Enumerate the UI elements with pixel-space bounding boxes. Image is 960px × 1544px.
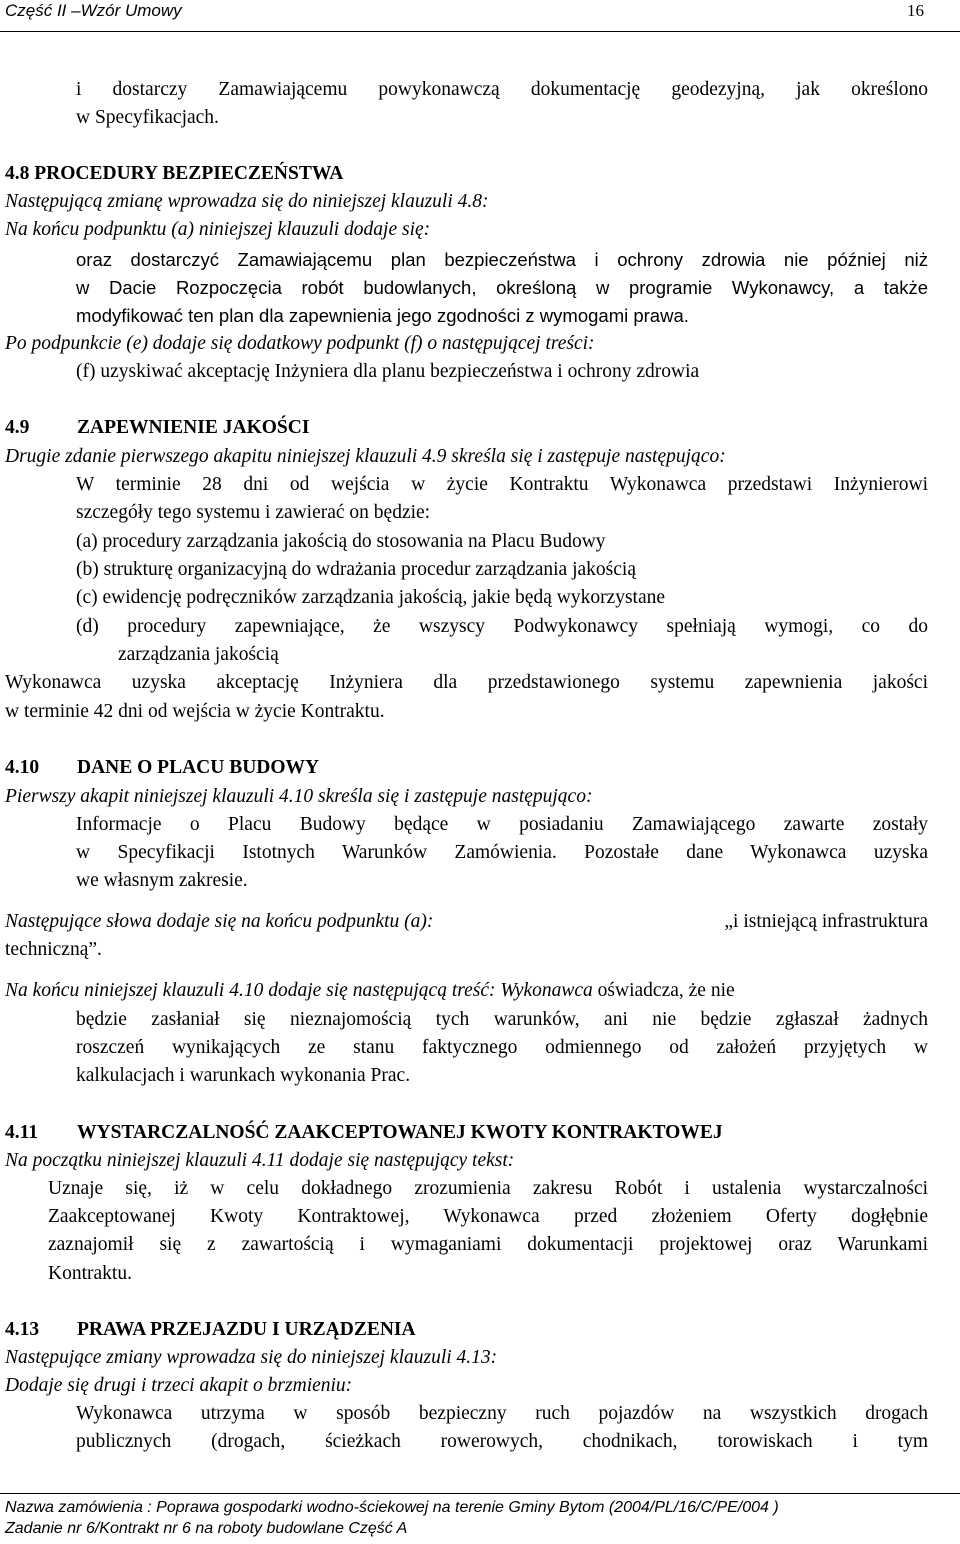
list-item-b: (b) strukturę organizacyjną do wdrażania procedur zarządzania jakością — [76, 559, 636, 580]
amendment-intro: Dodaje się drugi i trzeci akapit o brzmieniu: — [5, 1375, 353, 1396]
paragraph-line: i dostarczy Zamawiającemu powykonawczą dokumentację geodezyjną, jak określono — [76, 79, 928, 100]
list-item-a: (a) procedury zarządzania jakością do stosowania na Placu Budowy — [76, 531, 606, 552]
footer-line-2: Zadanie nr 6/Kontrakt nr 6 na roboty budowlane Część A — [5, 1520, 408, 1537]
list-item-d: (d) procedury zapewniające, że wszyscy Podwykonawcy spełniają wymogi, co do — [76, 616, 928, 637]
amendment-intro: Drugie zdanie pierwszego akapitu niniejszej klauzuli 4.9 skreśla się i zastępuje następująco: — [5, 446, 726, 467]
paragraph-line: publicznych (drogach, ścieżkach rowerowych, chodnikach, torowiskach i tym — [76, 1431, 928, 1452]
amendment-line — [5, 977, 735, 1005]
section-heading-4-10 — [5, 754, 319, 782]
paragraph-line: zaznajomił się z zawartością i wymaganiami dokumentacji projektowej oraz Warunkami — [48, 1234, 928, 1255]
section-title: DANE O PLACU BUDOWY — [77, 757, 320, 778]
paragraph-line: Kontraktu. — [48, 1263, 132, 1284]
paragraph-line: będzie zasłaniał się nieznajomością tych warunków, ani nie będzie zgłaszał żadnych — [76, 1009, 928, 1030]
footer-rule — [0, 1493, 960, 1494]
page-number: 16 — [907, 1, 924, 20]
section-number: 4.10 — [5, 757, 40, 778]
paragraph-line: Uznaje się, iż w celu dokładnego zrozumienia zakresu Robót i ustalenia wystarczalności — [48, 1178, 928, 1199]
quoted-text-line: modyfikować ten plan dla zapewnienia jego zgodności z wymogami prawa. — [76, 305, 689, 326]
header-rule — [0, 31, 960, 32]
section-title: ZAPEWNIENIE JAKOŚCI — [77, 417, 310, 438]
section-number: 4.11 — [5, 1122, 39, 1143]
inserted-words: „i istniejącą infrastruktura — [724, 911, 928, 932]
running-header-title: Część II –Wzór Umowy — [5, 1, 182, 20]
section-title: WYSTARCZALNOŚĆ ZAAKCEPTOWANEJ KWOTY KONTRAKTOWEJ — [77, 1122, 723, 1143]
amendment-intro: Następujące zmiany wprowadza się do niniejszej klauzuli 4.13: — [5, 1347, 498, 1368]
section-heading-4-9 — [5, 414, 309, 442]
section-number: 4.9 — [5, 417, 30, 438]
list-item-d-cont: zarządzania jakością — [118, 644, 279, 665]
amendment-intro: Następujące słowa dodaje się na końcu podpunktu (a): — [5, 911, 434, 932]
amendment-intro: Następującą zmianę wprowadza się do niniejszej klauzuli 4.8: — [5, 191, 489, 212]
amendment-intro: Po podpunkcie (e) dodaje się dodatkowy podpunkt (f) o następującej treści: — [5, 333, 595, 354]
paragraph-line: roszczeń wynikających ze stanu faktycznego odmiennego od założeń przyjętych w — [76, 1037, 928, 1058]
amendment-intro: Pierwszy akapit niniejszej klauzuli 4.10 skreśla się i zastępuje następująco: — [5, 786, 593, 807]
paragraph-line: w terminie 42 dni od wejścia w życie Kontraktu. — [5, 701, 385, 722]
paragraph-line: Wykonawca utrzyma w sposób bezpieczny ruch pojazdów na wszystkich drogach — [76, 1403, 928, 1424]
amendment-intro: Na końcu niniejszej klauzuli 4.10 dodaje się następującą treść: Wykonawca — [5, 980, 593, 1001]
paragraph-line: we własnym zakresie. — [76, 870, 248, 891]
quoted-text-line: oraz dostarczyć Zamawiającemu plan bezpieczeństwa i ochrony zdrowia nie później niż — [76, 249, 928, 270]
list-item-c: (c) ewidencję podręczników zarządzania jakością, jakie będą wykorzystane — [76, 587, 666, 608]
list-item-f: (f) uzyskiwać akceptację Inżyniera dla planu bezpieczeństwa i ochrony zdrowia — [76, 361, 700, 382]
section-number: 4.13 — [5, 1319, 40, 1340]
paragraph-line: w Specyfikacji Istotnych Warunków Zamówienia. Pozostałe dane Wykonawca uzyska — [76, 842, 928, 863]
paragraph-line: W terminie 28 dni od wejścia w życie Kontraktu Wykonawca przedstawi Inżynierowi — [76, 474, 928, 495]
amendment-line — [5, 908, 928, 936]
section-heading-4-11 — [5, 1119, 723, 1147]
paragraph-line: Zaakceptowanej Kwoty Kontraktowej, Wykonawca przed złożeniem Oferty dogłębnie — [48, 1206, 928, 1227]
paragraph-line: kalkulacjach i warunkach wykonania Prac. — [76, 1065, 411, 1086]
amendment-intro: Na końcu podpunktu (a) niniejszej klauzuli dodaje się: — [5, 219, 431, 240]
paragraph-line: Informacje o Placu Budowy będące w posiadaniu Zamawiającego zawarte zostały — [76, 814, 928, 835]
paragraph-line: Wykonawca uzyska akceptację Inżyniera dla przedstawionego systemu zapewnienia jakości — [5, 672, 928, 693]
paragraph-line: szczegóły tego systemu i zawierać on będzie: — [76, 502, 431, 523]
footer-line-1: Nazwa zamówienia : Poprawa gospodarki wodno-ściekowej na terenie Gminy Bytom (2004/PL/16/C/PE/004 ) — [5, 1499, 779, 1516]
added-text: oświadcza, że nie — [592, 980, 735, 1001]
section-title: PRAWA PRZEJAZDU I URZĄDZENIA — [77, 1319, 416, 1340]
paragraph-line: w Specyfikacjach. — [76, 107, 219, 128]
amendment-intro: Na początku niniejszej klauzuli 4.11 dodaje się następujący tekst: — [5, 1150, 515, 1171]
section-heading-4-13 — [5, 1316, 416, 1344]
quoted-text-line: w Dacie Rozpoczęcia robót budowlanych, określoną w programie Wykonawcy, a także — [76, 277, 928, 298]
inserted-words-cont: techniczną”. — [5, 939, 102, 960]
section-heading-4-8: 4.8 PROCEDURY BEZPIECZEŃSTWA — [5, 163, 344, 184]
